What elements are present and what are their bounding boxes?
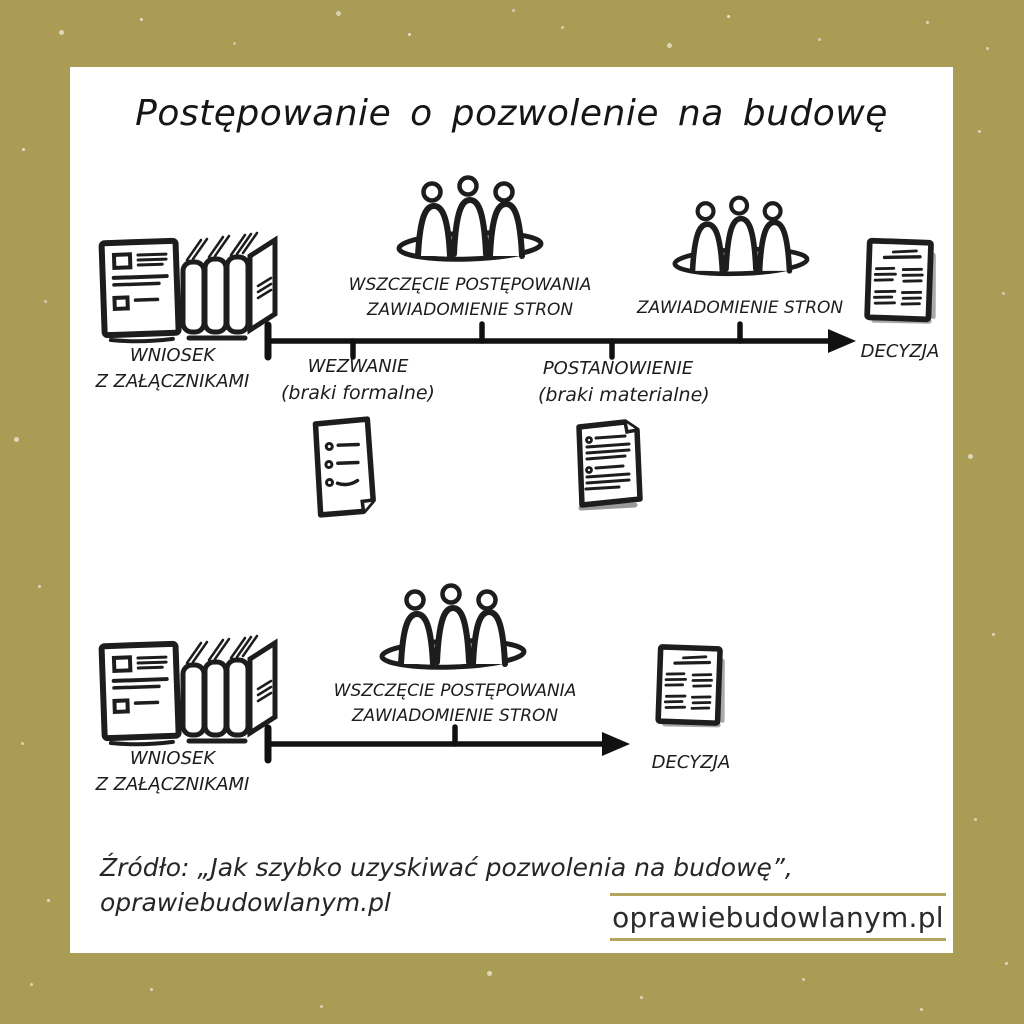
wniosek-label	[75, 343, 270, 395]
wniosek-label-line1: WNIOSEK	[129, 345, 216, 366]
wniosek-label-line1: WNIOSEK	[129, 748, 216, 769]
postanowienie-label	[538, 356, 710, 409]
people-group-icon	[668, 200, 813, 282]
wszczecie-label-line1: WSZCZĘCIE POSTĘPOWANIA	[333, 681, 577, 701]
people-group-icon	[375, 588, 530, 676]
frame-speckles	[0, 0, 3, 3]
source-line1: Źródło: „Jak szybko uzyskiwać pozwolenia na budowę”,	[100, 853, 793, 882]
wszczecie-label-line2: ZAWIADOMIENIE STRON	[366, 300, 574, 320]
zawiadomienie-label: ZAWIADOMIENIE STRON	[636, 298, 844, 318]
timeline-arrow	[260, 722, 640, 766]
wszczecie-label-line1: WSZCZĘCIE POSTĘPOWANIA	[348, 275, 592, 295]
wniosek-label	[75, 746, 270, 798]
diagram-card	[70, 67, 953, 953]
wezwanie-label-title: WEZWANIE	[307, 356, 409, 377]
people-group-icon	[392, 180, 547, 268]
postanowienie-label-sub: (braki materialne)	[538, 384, 710, 406]
decision-document-icon	[859, 235, 941, 327]
wezwanie-label-sub: (braki formalne)	[281, 382, 435, 404]
postanowienie-label-title: POSTANOWIENIE	[542, 358, 694, 379]
decyzja-label: DECYZJA	[651, 752, 731, 773]
application-with-books-icon	[95, 623, 280, 748]
wniosek-label-line2: Z ZAŁĄCZNIKAMI	[95, 774, 250, 795]
application-with-books-icon	[95, 220, 280, 345]
wezwanie-label	[278, 354, 438, 407]
wniosek-label-line2: Z ZAŁĄCZNIKAMI	[95, 371, 250, 392]
source-line2: oprawiebudowlanym.pl	[100, 888, 391, 917]
page-title: Postępowanie o pozwolenie na budowę	[135, 93, 888, 134]
wszczecie-label-line2: ZAWIADOMIENIE STRON	[351, 706, 559, 726]
brand-logo: oprawiebudowlanym.pl	[610, 893, 946, 941]
wszczecie-label	[340, 273, 600, 323]
decyzja-label: DECYZJA	[860, 341, 940, 362]
lined-document-icon	[567, 415, 647, 513]
checklist-document-icon	[307, 415, 381, 519]
decision-document-icon	[651, 638, 729, 734]
